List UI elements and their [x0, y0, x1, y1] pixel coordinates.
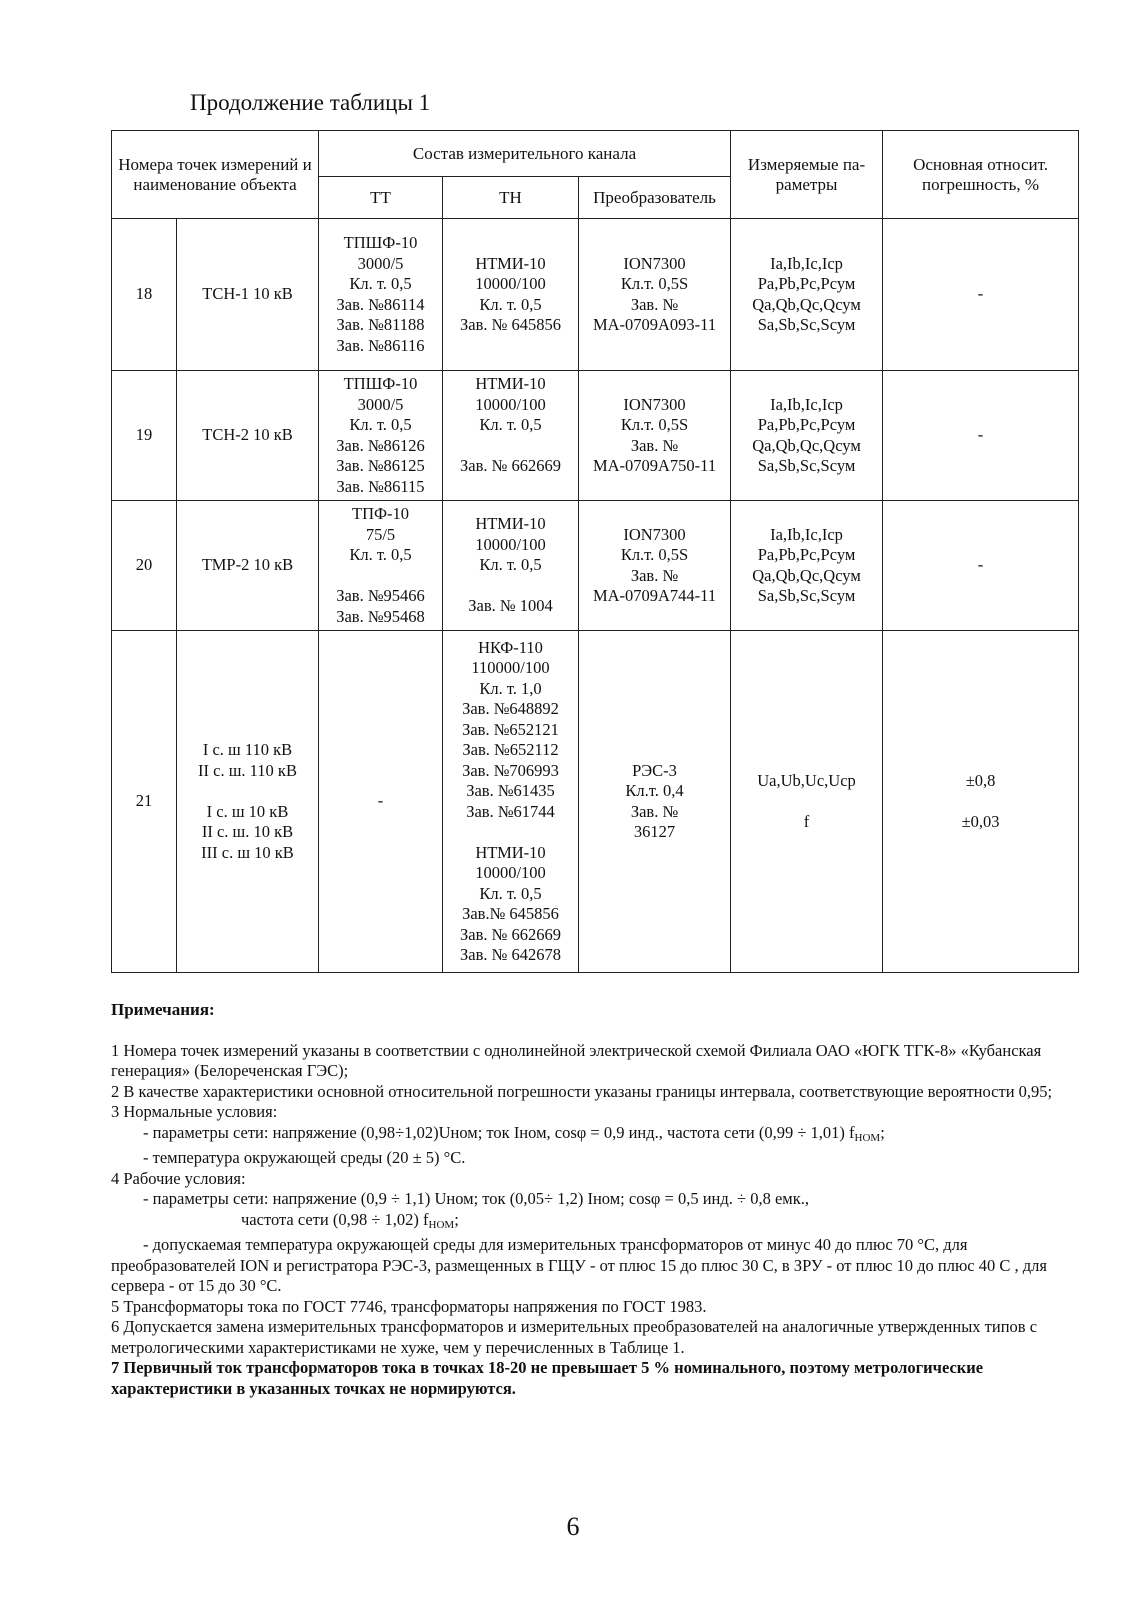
cell-params	[731, 219, 883, 371]
cell-line: Зав. №	[630, 801, 679, 821]
cell-line: I с. ш 110 кВ	[202, 740, 293, 759]
cell-line: Зав. №	[630, 565, 679, 585]
cell-line: Ia,Ib,Ic,Icp	[770, 253, 843, 273]
cell-line: ±0,03	[961, 811, 1000, 831]
cell-line: 36127	[633, 822, 676, 841]
header-params: Измеряемые па-раметры	[731, 131, 883, 219]
cell-line: -	[977, 425, 984, 445]
cell-line: Кл. т. 0,5	[349, 545, 412, 564]
cell-line: Зав. № 662669	[460, 456, 561, 475]
cell-line: Кл.т. 0,4	[625, 781, 684, 800]
cell-line	[445, 436, 576, 457]
cell-line: Зав. №652112	[462, 740, 559, 759]
cell-line: Кл. т. 0,5	[349, 274, 412, 293]
cell-line	[445, 822, 576, 843]
header-channel-group: Состав измерительного канала	[319, 131, 731, 177]
note-4-network: - параметры сети: напряжение (0,9 ÷ 1,1) Uном; ток (0,05÷ 1,2) Iном; cosφ = 0,5 инд. ÷ 0,8 емк.,	[143, 1189, 809, 1208]
cell-point-number: 19	[112, 371, 177, 501]
cell-line: ТСН-1 10 кВ	[202, 284, 293, 304]
cell-converter	[579, 219, 731, 371]
note-1: 1 Номера точек измерений указаны в соответствии с однолинейной электрической схемой Филиала ОАО «ЮГК ТГК-8» «Кубанская генерация» (Белореченская ГЭС);	[111, 1040, 1042, 1080]
cell-line: ±0,8	[965, 770, 996, 790]
cell-tn	[443, 219, 579, 371]
cell-tt	[319, 631, 443, 973]
cell-line: 3000/5	[357, 394, 404, 414]
note-2: 2 В качестве характеристики основной относительной погрешности указаны границы интервала, соответствующие вероятности 0,95;	[111, 1081, 1053, 1101]
header-tt: ТТ	[319, 177, 443, 219]
header-tn: ТН	[443, 177, 579, 219]
cell-line: РЭС-3	[632, 760, 677, 780]
page-number: 6	[566, 1512, 580, 1541]
cell-line: Зав. №61744	[466, 801, 555, 821]
cell-line: f	[803, 811, 810, 831]
cell-converter	[579, 631, 731, 973]
cell-line: Sa,Sb,Sc,Sсум	[757, 586, 856, 605]
cell-line: Зав. №95468	[336, 606, 425, 626]
table-caption: Продолжение таблицы 1	[190, 90, 431, 115]
cell-name	[177, 371, 319, 501]
cell-line: Кл.т. 0,5S	[620, 545, 689, 564]
cell-tn	[443, 371, 579, 501]
cell-line	[733, 791, 880, 812]
cell-line: 75/5	[365, 524, 396, 544]
cell-line: ION7300	[623, 253, 686, 273]
notes-section	[111, 1000, 1071, 1399]
cell-line: Pa,Pb,Pc,Pсум	[757, 545, 856, 564]
header-point: Номера точек измерений и наименование объекта	[112, 131, 319, 219]
cell-line: НКФ-110	[478, 637, 543, 657]
cell-point-number: 20	[112, 501, 177, 631]
note-3-network: - параметры сети: напряжение (0,98÷1,02)Uном; ток Iном, cosφ = 0,9 инд., частота сети (0,99 ÷ 1,01) $f_{НОМ}$;	[143, 1122, 885, 1144]
cell-line	[179, 781, 316, 802]
cell-line: 10000/100	[475, 534, 546, 554]
cell-line: II с. ш. 110 кВ	[198, 760, 297, 780]
cell-tt	[319, 371, 443, 501]
header-converter: Преобразователь	[579, 177, 731, 219]
note-5: 5 Трансформаторы тока по ГОСТ 7746, трансформаторы напряжения по ГОСТ 1983.	[111, 1296, 707, 1316]
cell-line: Зав. №652121	[462, 719, 559, 739]
notes-title: Примечания:	[111, 1000, 215, 1019]
note-6: 6 Допускается замена измерительных трансформаторов и измерительных преобразователей на аналогичные утвержденных типов с метрологическими характеристиками не хуже, чем у перечисленных в Таблице 1.	[111, 1317, 1038, 1357]
cell-line: ТПШФ-10	[343, 374, 418, 393]
cell-line: 3000/5	[357, 253, 404, 273]
cell-line: НТМИ-10	[475, 514, 546, 534]
table-row	[112, 219, 1079, 371]
cell-error	[883, 631, 1079, 973]
cell-line: Кл. т. 0,5	[479, 555, 542, 575]
note-4-frequency: частота сети (0,98 ÷ 1,02) $f_{НОМ}$;	[241, 1209, 459, 1231]
cell-line: Кл. т. 0,5	[479, 294, 542, 314]
measurement-channels-table	[111, 130, 1079, 973]
note-4-temperature: - допускаемая температура окружающей среды для измерительных трансформаторов от минус 40 до плюс 70 °С, для преобразователей ION и регистратора РЭС-3, размещенных в ГЩУ - от плюс 15 до плюс 30 С, в ЗРУ - от плюс 10 до плюс 40 С , для сервера - от 15 до 30 °С.	[111, 1235, 1047, 1295]
cell-tn	[443, 631, 579, 973]
cell-line: Кл. т. 0,5	[479, 883, 542, 903]
table-row	[112, 631, 1079, 973]
cell-line: Зав. № 642678	[460, 945, 561, 964]
cell-line: ТМР-2 10 кВ	[201, 555, 294, 575]
cell-tt	[319, 219, 443, 371]
cell-line: 10000/100	[475, 863, 546, 882]
cell-line: Pa,Pb,Pc,Pсум	[757, 274, 856, 293]
cell-line: Кл. т. 0,5	[349, 415, 412, 434]
cell-line: I с. ш 10 кВ	[206, 801, 289, 821]
cell-line: Sa,Sb,Sc,Sсум	[757, 456, 856, 475]
cell-line: Зав. №95466	[336, 586, 425, 605]
cell-line: Зав. №61435	[466, 781, 555, 800]
cell-line: Ia,Ib,Ic,Icp	[770, 394, 843, 414]
cell-line: МА-0709А093-11	[592, 315, 717, 334]
cell-line: Кл.т. 0,5S	[620, 274, 689, 293]
cell-line: Qa,Qb,Qc,Qсум	[752, 565, 861, 585]
cell-line: ION7300	[623, 394, 686, 414]
cell-point-number: 18	[112, 219, 177, 371]
cell-line: Зав. №86115	[336, 476, 425, 496]
cell-line: Кл. т. 1,0	[479, 678, 542, 698]
cell-name	[177, 219, 319, 371]
cell-line: Зав.№ 645856	[462, 904, 559, 923]
cell-line: Зав. №	[630, 435, 679, 455]
cell-line: ТПФ-10	[351, 504, 410, 523]
cell-line: 10000/100	[475, 394, 546, 414]
cell-line: III с. ш 10 кВ	[201, 842, 294, 862]
cell-line: Кл.т. 0,5S	[620, 415, 689, 434]
cell-line: Зав. №706993	[462, 760, 559, 780]
cell-line: НТМИ-10	[475, 253, 546, 273]
cell-line: Зав. №86126	[336, 435, 425, 455]
note-7: 7 Первичный ток трансформаторов тока в точках 18-20 не превышает 5 % номинального, поэтому метрологические характеристики в указанных точках не нормируются.	[111, 1358, 984, 1398]
cell-line: ION7300	[623, 524, 686, 544]
cell-line: Qa,Qb,Qc,Qсум	[752, 294, 861, 314]
cell-line	[445, 477, 576, 498]
cell-line: НТМИ-10	[475, 842, 546, 862]
cell-point-number: 21	[112, 631, 177, 973]
note-3-temperature: - температура окружающей среды (20 ± 5) °С.	[143, 1148, 466, 1167]
cell-error	[883, 501, 1079, 631]
cell-line: Зав. № 645856	[460, 315, 561, 334]
cell-error	[883, 219, 1079, 371]
cell-line: 10000/100	[475, 274, 546, 293]
cell-line: Sa,Sb,Sc,Sсум	[757, 315, 856, 334]
cell-line: НТМИ-10	[475, 374, 546, 393]
cell-line: ТПШФ-10	[343, 233, 418, 252]
cell-line: Pa,Pb,Pc,Pсум	[757, 415, 856, 434]
cell-line: Зав. №648892	[462, 699, 559, 718]
cell-line: 110000/100	[471, 658, 550, 677]
cell-line: ТСН-2 10 кВ	[202, 425, 293, 445]
cell-tn	[443, 501, 579, 631]
cell-params	[731, 501, 883, 631]
cell-converter	[579, 371, 731, 501]
cell-params	[731, 371, 883, 501]
cell-line: Зав. №	[630, 294, 679, 314]
cell-line: МА-0709А744-11	[592, 586, 717, 605]
cell-line	[445, 576, 576, 597]
cell-line: II с. ш. 10 кВ	[201, 822, 294, 841]
cell-line: Зав. № 1004	[468, 596, 553, 616]
cell-line: Зав. №86116	[336, 335, 425, 355]
cell-line	[321, 566, 440, 587]
cell-line: Ia,Ib,Ic,Icp	[770, 524, 843, 544]
cell-params	[731, 631, 883, 973]
cell-name	[177, 631, 319, 973]
cell-line: -	[377, 791, 384, 811]
cell-line: Ua,Ub,Uc,Ucp	[757, 770, 856, 790]
note-3-title: 3 Нормальные условия:	[111, 1102, 278, 1121]
cell-name	[177, 501, 319, 631]
table-row	[112, 371, 1079, 501]
cell-line: Зав. №86114	[336, 294, 425, 314]
cell-line: МА-0709А750-11	[592, 456, 717, 475]
cell-line: -	[977, 555, 984, 575]
cell-converter	[579, 501, 731, 631]
note-4-title: 4 Рабочие условия:	[111, 1168, 246, 1188]
cell-line: -	[977, 284, 984, 304]
cell-line: Зав. №81188	[336, 315, 425, 334]
header-error: Основная относит. погрешность, %	[883, 131, 1079, 219]
cell-line: Зав. №86125	[336, 456, 425, 475]
cell-line	[885, 791, 1076, 812]
cell-line: Кл. т. 0,5	[479, 415, 542, 434]
cell-tt	[319, 501, 443, 631]
cell-error	[883, 371, 1079, 501]
cell-line: Qa,Qb,Qc,Qсум	[752, 435, 861, 455]
cell-line: Зав. № 662669	[460, 924, 561, 944]
table-row	[112, 501, 1079, 631]
